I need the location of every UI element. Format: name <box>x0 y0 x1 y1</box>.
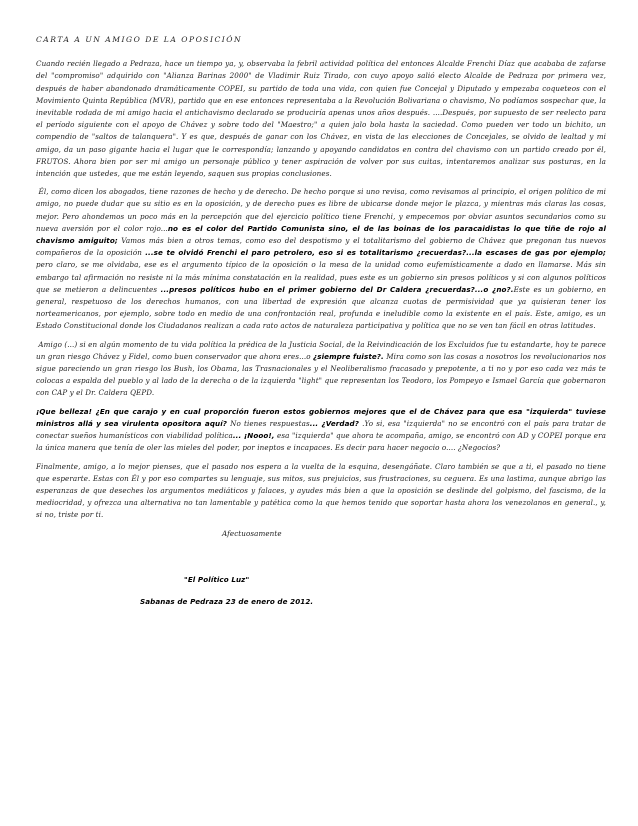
paragraph-4 <box>36 406 606 455</box>
dateline: Sabanas de Pedraza 23 de enero de 2012. <box>140 596 314 606</box>
paragraph-2-text-b: Vamos más bien a otros temas, como eso del despotismo y el totalitarismo del gobierno de Chávez que pregonan tus nuevos compañeros de la oposición <box>36 236 606 258</box>
paragraph-2 <box>36 186 606 332</box>
paragraph-2-text-d: Este es un gobierno, en general, respetuoso de los derechos humanos, con una libertad de expresión que alcanza cuotas de permisividad que ya quisieran tener los norteamericanos, por ejemplo, sobre todo en medio de una confrontación real, profunda e ineludible como la existente en el país. Este, amigo, es un Estado Constitucional donde los Ciudadanos realizan a cada rato actos de naturaleza participativa y política que no se ven tan fácil en otras latitudes. <box>36 284 607 331</box>
paragraph-4-text-b: .Yo si, esa "izquierda" no se encontró con el país para tratar de conectar sueños humanísticos con viabilidad política <box>36 418 606 441</box>
letter-title: CARTA A UN AMIGO DE LA OPOSICIÓN <box>36 35 243 44</box>
paragraph-2-text-c: pero claro, se me olvidaba, ese es el argumento típico de la oposición o la mesa de la unidad como eufemísticamente a dado en llamarse. Más sin embargo tal afirmación no resiste ni la más mínima constatación en la realidad, pues este es un gobierno sin presos políticos y si con algunos políticos que se metieron a delincuentes <box>36 260 606 294</box>
paragraph-2-bold-a: no es el color del Partido Comunista sino, el de las boinas de los paracaidistas lo que tiñe de rojo al chavismo amiguito; <box>36 223 606 246</box>
paragraph-1: Cuando recién llegado a Pedraza, hace un tiempo ya, y, observaba la febril actividad política del entonces Alcalde Frenchi Díaz que acababa de zafarse del "compromiso" adquirido con "Alianza Barinas 2000" de Vladimir Ruiz Tirado, con cuyo apoyo salió electo Alcalde de Pedraza por primera vez, después de haber abandonado dramáticamente COPEI, su partido de toda una vida, con quien fue Concejal y Diputado y empezaba coqueteos con el Movimiento Quinta República (MVR), partido que en ese entonces representaba a la Revolución Bolivariana o chavismo, No podíamos sospechar que, la inevitable rodada de mi amigo hacia el antichavismo declarado se produciría apenas unos años después. ....Después, por supuesto de ser reelecto para el período siguiente con el apoyo de Chávez y sobre todo del "Maestro;" a quien jalo bola hasta la saciedad. Como pueden ver todo un bichito, un compendio de "saltos de talanquera". Y es que, después de ganar con los Chávez, en vista de las elecciones de Concejales, se olvido de lealtad y mi amigo, da un paso gigante hacia el lugar que le correspondía; lanzando y apoyando candidatos en contra del chavismo con un partido creado por él, FRUTOS. Ahora bien por ser mi amigo un personaje público y tener aspiración de volver por sus cuitas, intentaremos analizar sus posturas, en la intención que ustedes, que me están leyendo, saquen sus propias conclusiones. <box>36 59 606 179</box>
closing: Afectuosamente <box>222 528 282 538</box>
letter-page <box>36 34 606 608</box>
paragraph-2-bold-c: ...presos políticos hubo en el primer gobierno del Dr Caldera ¿recuerdas?...o ¿no?. <box>160 284 514 294</box>
paragraph-3-text-a: Amigo (...) si en algún momento de tu vida política la prédica de la Justicia Social, de la Reivindicación de los Excluidos fue tu estandarte, hoy te parece un gran riesgo Chávez y Fidel, como buen conservador que ahora eres...o <box>36 339 606 361</box>
paragraph-4-text-c: esa "izquierda" que ahora te acompaña, amigo, se encontró con AD y COPEI porque era la única manera que tenía de oler las mieles del poder, por ineptos e incapaces. Es decir para hacer negocio o.... ¿Negocios? <box>36 431 606 453</box>
paragraph-4-bold-c: ... ¡Nooo!, <box>232 431 275 441</box>
paragraph-3 <box>36 339 606 400</box>
paragraph-4-text-a: No tienes respuestas <box>227 418 310 428</box>
signature: "El Político Luz" <box>184 574 250 584</box>
paragraph-4-bold-b: ... ¿Verdad? <box>309 418 360 428</box>
paragraph-2-text-a: Él, como dicen los abogados, tiene razones de hecho y de derecho. De hecho porque si uno revisa, como revisamos al principio, el origen político de mi amigo, no puede dudar que su sitio es en la oposición, y de derecho pues es libre de ubicarse donde mejor le plazca, y mientras más claras las cosas, mejor. Pero ahondemos un poco más en la percepción que del ejercicio político tiene Frenchi, y empecemos por obviar asuntos secundarios como su nueva aversión por el color rojo... <box>36 187 606 233</box>
paragraph-3-text-b: Mira como son las cosas a nosotros los revolucionarios nos sigue pareciendo un gran riesgo los Bush, los Obama, las Trasnacionales y el Neoliberalismo fracasado y prepotente, a ti no y por eso cada vez más te colocas a espalda del pueblo y al lado de la derecha o de la izquierda "light" que representan los Teodoro, los Pompeyo e Ismael García que gobernaron con CAP y el Dr. Caldera QEPD. <box>36 351 606 398</box>
paragraph-5: Finalmente, amigo, a lo mejor pienses, que el pasado nos espera a la vuelta de la esquina, desengáñate. Claro también se que a ti, el pasado no tiene que esperarte. Estas con Él y por eso compartes su lenguaje, sus mitos, sus prejuicios, sus frustraciones, su ceguera. Es una lastima, aunque abrigo las esperanzas de que deseches los argumentos mediáticos y falaces, y ayudes más bien a que la oposición se deslinde del golpismo, del fascismo, de la mediocridad, y ofrezca una alternativa no tan lamentable y patética como la que hemos tenido que soportar hasta ahora los venezolanos en general., y, si no, triste por ti. <box>36 461 606 520</box>
paragraph-4-bold-a: ¡Que belleza! ¿En que carajo y en cual proporción fueron estos gobiernos mejores que el de Chávez para que esa "izquierda" tuviese ministros allá y sea virulenta opositora aquí? <box>36 406 606 428</box>
paragraph-3-bold-a: ¿siempre fuiste?. <box>313 351 384 361</box>
paragraph-2-bold-b: ...se te olvidó Frenchi el paro petrolero, eso si es totalitarismo ¿recuerdas?...la escases de gas por ejemplo; <box>145 248 607 258</box>
